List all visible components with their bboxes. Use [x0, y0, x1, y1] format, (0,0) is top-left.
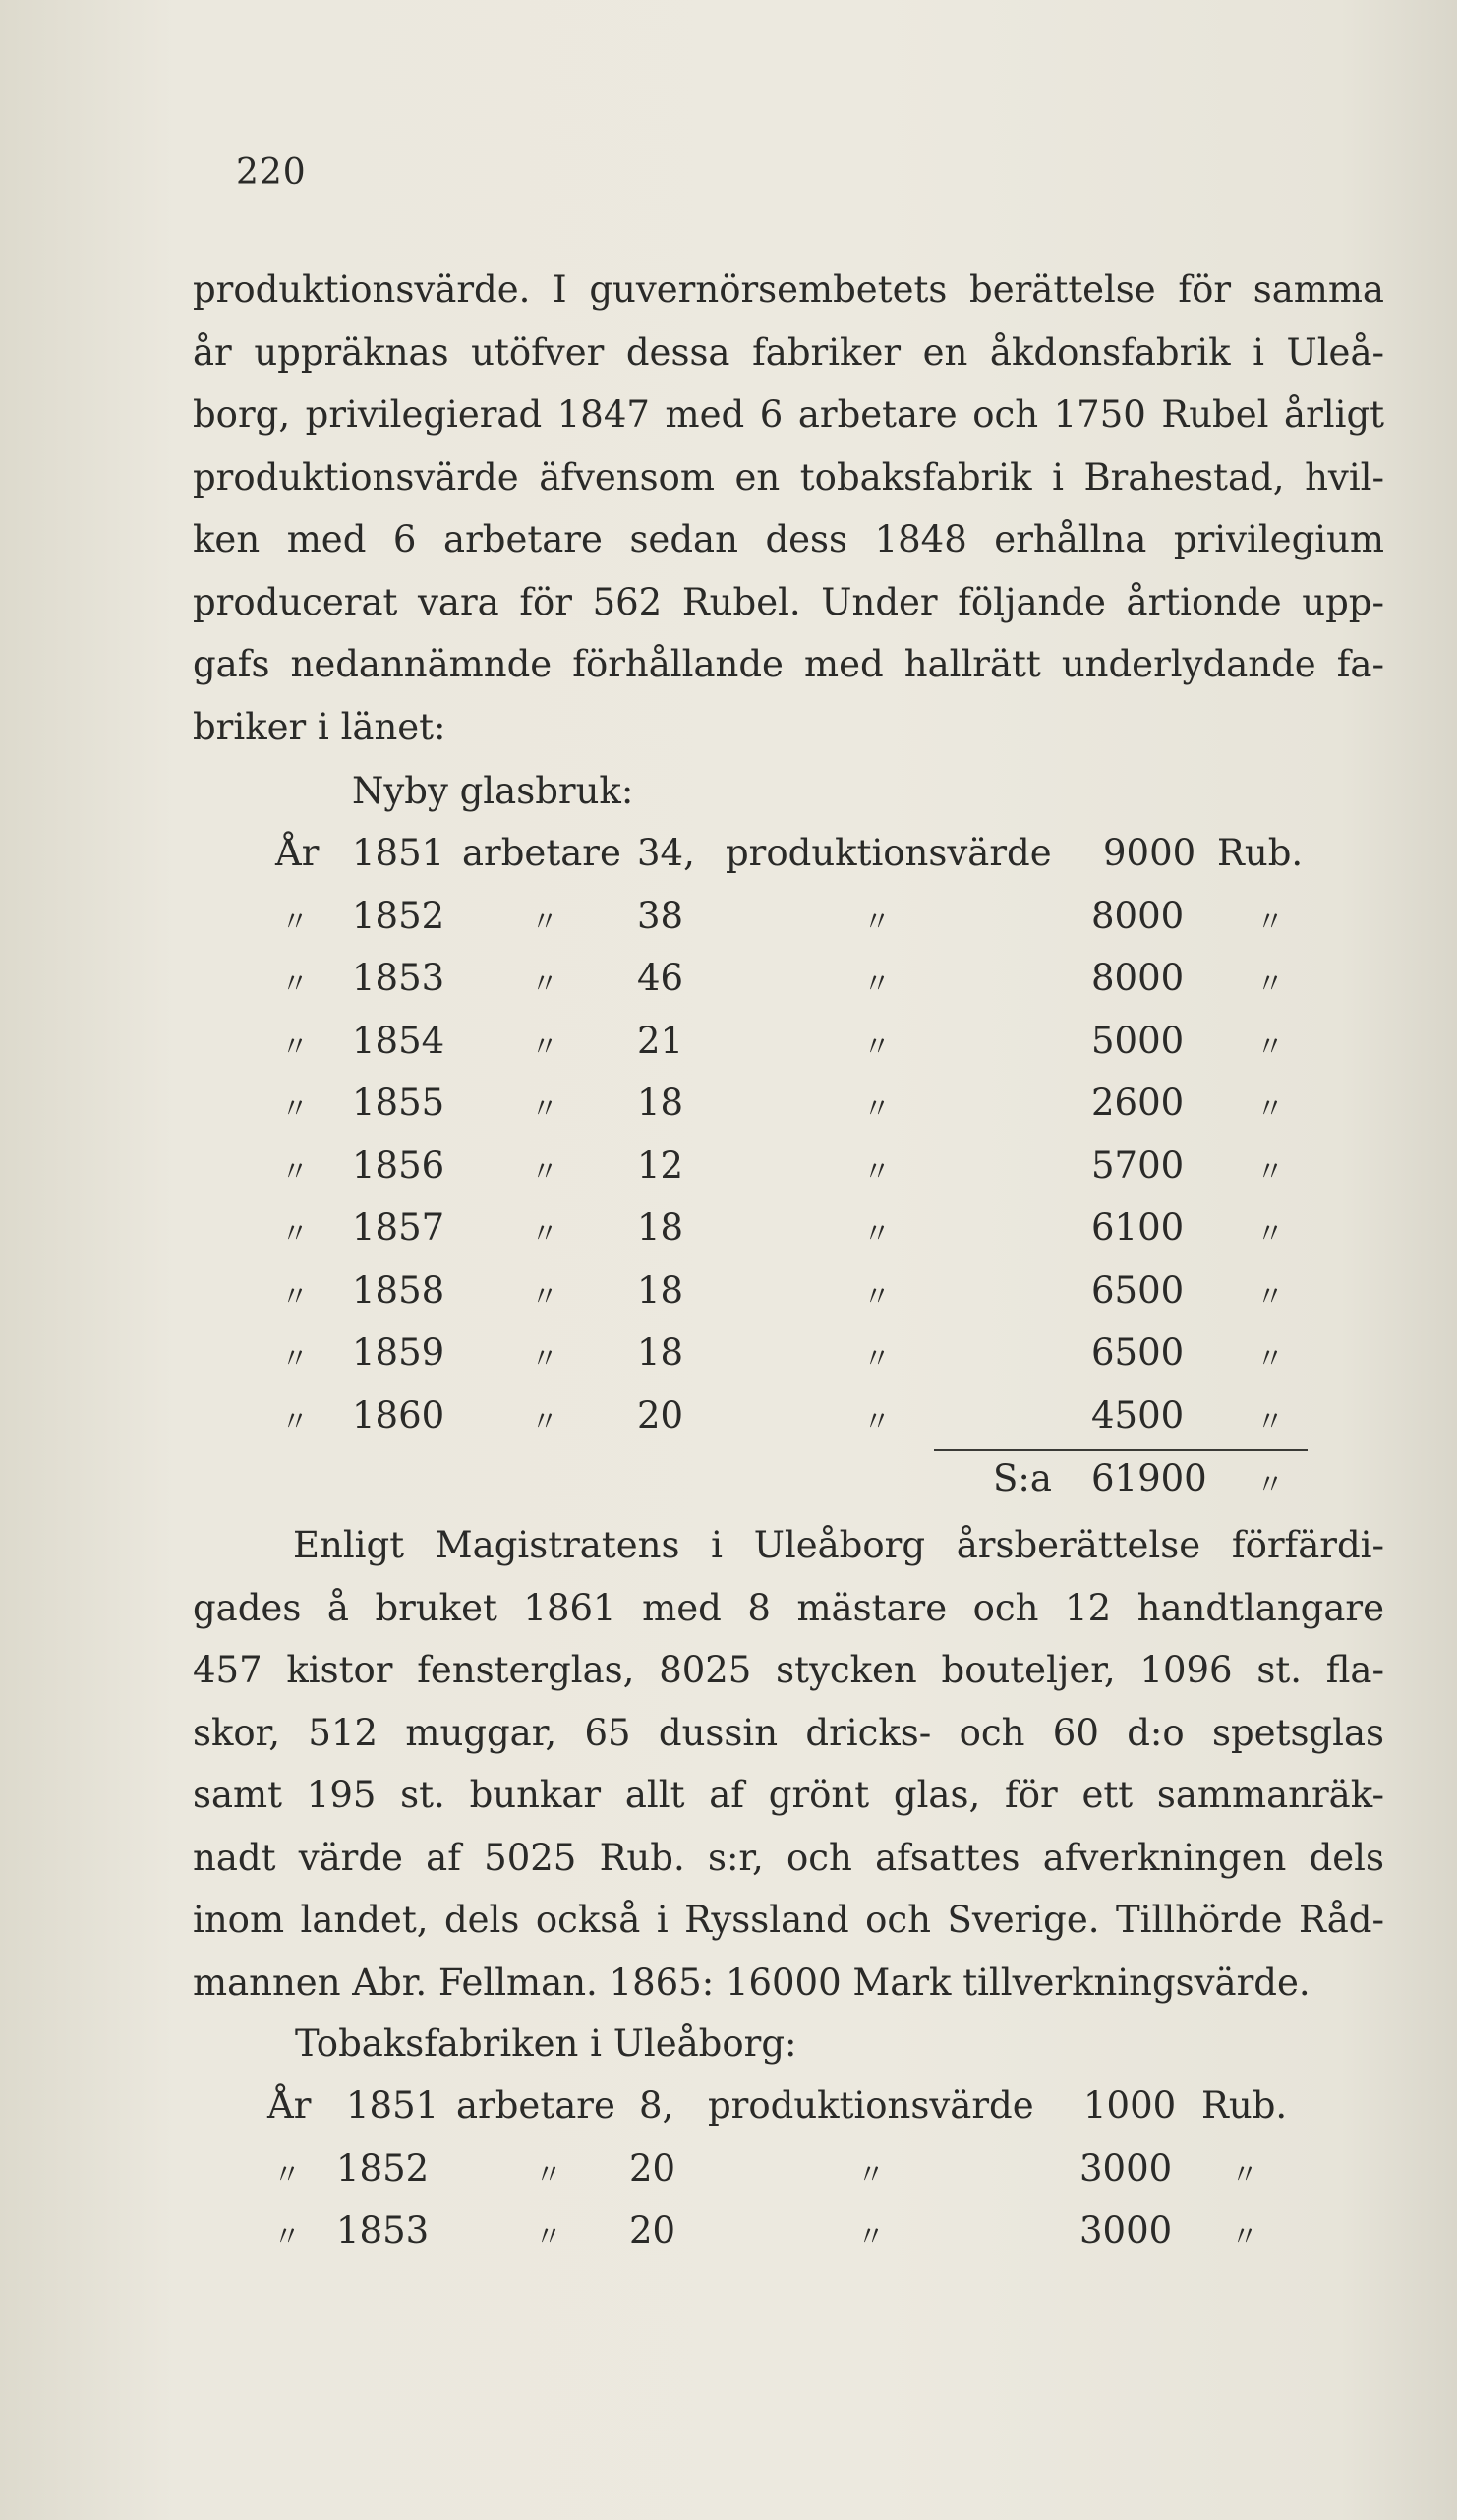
ditto-mark: 〃 — [281, 1217, 310, 1250]
text-line: producerat vara för 562 Rubel. Under följande årtionde upp- — [193, 580, 1384, 623]
value-cell: 2600 — [1091, 1082, 1185, 1124]
text-line: produktionsvärde. I guvernörsembetets berättelse för samma — [193, 268, 1384, 311]
year-cell: 1853 — [336, 2209, 430, 2252]
year-cell: 1851 — [346, 2084, 439, 2127]
ditto-mark: 〃 — [531, 1154, 559, 1188]
year-cell: 1855 — [352, 1082, 445, 1124]
workers-label: arbetare — [462, 832, 621, 874]
value-cell: 6500 — [1091, 1331, 1185, 1374]
ditto-mark: 〃 — [863, 1217, 892, 1250]
value-cell: 3000 — [1079, 2209, 1173, 2252]
text-line: skor, 512 muggar, 65 dussin dricks- och 60 d:o spetsglas — [193, 1711, 1384, 1754]
ditto-mark: 〃 — [1256, 1468, 1285, 1500]
ditto-mark: 〃 — [1256, 1092, 1285, 1125]
text-line: briker i länet: — [193, 705, 446, 748]
text-line: år uppräknas utöfver dessa fabriker en åkdonsfabrik i Uleå- — [193, 330, 1384, 374]
workers-cell: 38 — [637, 894, 684, 937]
workers-cell: 34, — [637, 832, 695, 874]
year-cell: 1860 — [352, 1393, 445, 1436]
ditto-mark: 〃 — [857, 2157, 886, 2191]
value-cell: 5000 — [1091, 1019, 1185, 1062]
ditto-mark: 〃 — [1256, 1154, 1285, 1188]
text-line: gades å bruket 1861 med 8 mästare och 12 handtlangare — [193, 1586, 1384, 1629]
ditto-mark: 〃 — [281, 1029, 310, 1063]
ditto-mark: 〃 — [281, 1404, 310, 1437]
workers-cell: 20 — [637, 1393, 684, 1436]
text-line: samt 195 st. bunkar allt af grönt glas, för ett sammanräk- — [193, 1774, 1384, 1816]
ditto-mark: 〃 — [863, 1342, 892, 1375]
sum-value: 61900 — [1091, 1457, 1207, 1499]
ditto-mark: 〃 — [857, 2220, 886, 2253]
ditto-mark: 〃 — [531, 905, 559, 938]
ditto-mark: 〃 — [1256, 1029, 1285, 1063]
ditto-mark: 〃 — [863, 967, 892, 1000]
workers-cell: 20 — [629, 2146, 676, 2190]
ditto-mark: 〃 — [535, 2220, 563, 2253]
table-tobaksfabriken — [267, 2084, 1339, 2281]
ditto-mark: 〃 — [1256, 905, 1285, 938]
year-cell: 1851 — [352, 832, 445, 874]
workers-cell: 18 — [637, 1331, 684, 1374]
ditto-mark: 〃 — [1256, 1404, 1285, 1437]
value-label: produktionsvärde — [708, 2084, 1034, 2127]
ditto-mark: 〃 — [281, 1154, 310, 1188]
ditto-mark: 〃 — [535, 2157, 563, 2191]
text-line: gafs nedannämnde förhållande med hallrätt underlydande fa- — [193, 643, 1384, 685]
ditto-mark: 〃 — [531, 1217, 559, 1250]
ditto-mark: 〃 — [863, 1404, 892, 1437]
ditto-mark: 〃 — [863, 1279, 892, 1313]
ditto-mark: 〃 — [1256, 1279, 1285, 1313]
text-line: Enligt Magistratens i Uleåborg årsberättelse förfärdi- — [293, 1524, 1384, 1566]
ditto-mark: 〃 — [281, 967, 310, 1000]
workers-cell: 21 — [637, 1019, 684, 1062]
value-cell: 4500 — [1091, 1393, 1185, 1436]
value-cell: 6100 — [1091, 1206, 1185, 1249]
year-cell: 1858 — [352, 1268, 445, 1312]
table-heading-nyby: Nyby glasbruk: — [352, 770, 634, 812]
unit-cell: Rub. — [1201, 2084, 1288, 2127]
workers-cell: 18 — [637, 1268, 684, 1312]
paragraph-intro — [193, 259, 1384, 758]
ditto-mark: 〃 — [273, 2157, 302, 2191]
text-line: 457 kistor fensterglas, 8025 stycken bouteljer, 1096 st. fla- — [193, 1649, 1384, 1691]
ditto-mark: 〃 — [281, 1279, 310, 1313]
workers-label: arbetare — [456, 2084, 615, 2127]
year-prefix: År — [275, 832, 320, 874]
ditto-mark: 〃 — [863, 1154, 892, 1188]
text-line: ken med 6 arbetare sedan dess 1848 erhållna privilegium — [193, 518, 1384, 560]
value-cell: 1000 — [1083, 2084, 1177, 2127]
ditto-mark: 〃 — [531, 1092, 559, 1125]
ditto-mark: 〃 — [281, 905, 310, 938]
ditto-mark: 〃 — [1256, 967, 1285, 1000]
ditto-mark: 〃 — [863, 905, 892, 938]
workers-cell: 46 — [637, 957, 684, 999]
year-cell: 1853 — [352, 957, 445, 999]
workers-cell: 18 — [637, 1082, 684, 1124]
ditto-mark: 〃 — [863, 1092, 892, 1125]
ditto-mark: 〃 — [1231, 2157, 1259, 2191]
value-cell: 5700 — [1091, 1143, 1185, 1187]
workers-cell: 18 — [637, 1206, 684, 1249]
sum-label: S:a — [993, 1457, 1052, 1499]
ditto-mark: 〃 — [1231, 2220, 1259, 2253]
paragraph-magistrate — [193, 1514, 1384, 2014]
workers-cell: 12 — [637, 1143, 684, 1187]
year-cell: 1854 — [352, 1019, 445, 1062]
value-cell: 8000 — [1091, 894, 1185, 937]
text-line: inom landet, dels också i Ryssland och Sverige. Tillhörde Råd- — [193, 1899, 1384, 1941]
ditto-mark: 〃 — [281, 1342, 310, 1375]
text-line: mannen Abr. Fellman. 1865: 16000 Mark tillverkningsvärde. — [193, 1961, 1311, 2004]
page-number: 220 — [236, 152, 307, 193]
ditto-mark: 〃 — [1256, 1342, 1285, 1375]
year-cell: 1857 — [352, 1206, 445, 1249]
unit-cell: Rub. — [1217, 832, 1304, 874]
sum-rule — [934, 1449, 1308, 1451]
workers-cell: 20 — [629, 2209, 676, 2252]
ditto-mark: 〃 — [531, 1404, 559, 1437]
value-cell: 6500 — [1091, 1268, 1185, 1312]
table-nyby-glasbruk — [275, 832, 1337, 1540]
value-cell: 3000 — [1079, 2146, 1173, 2190]
workers-cell: 8, — [639, 2084, 674, 2127]
year-cell: 1852 — [336, 2146, 430, 2190]
ditto-mark: 〃 — [863, 1029, 892, 1063]
ditto-mark: 〃 — [273, 2220, 302, 2253]
ditto-mark: 〃 — [281, 1092, 310, 1125]
year-prefix: År — [267, 2084, 312, 2127]
value-cell: 9000 — [1103, 832, 1196, 874]
text-line: produktionsvärde äfvensom en tobaksfabrik i Brahestad, hvil- — [193, 455, 1384, 498]
year-cell: 1852 — [352, 894, 445, 937]
ditto-mark: 〃 — [531, 1342, 559, 1375]
text-line: nadt värde af 5025 Rub. s:r, och afsattes afverkningen dels — [193, 1836, 1384, 1879]
year-cell: 1859 — [352, 1331, 445, 1374]
value-cell: 8000 — [1091, 957, 1185, 999]
text-line: borg, privilegierad 1847 med 6 arbetare och 1750 Rubel årligt — [193, 393, 1384, 436]
value-label: produktionsvärde — [726, 832, 1052, 874]
ditto-mark: 〃 — [1256, 1217, 1285, 1250]
year-cell: 1856 — [352, 1143, 445, 1187]
ditto-mark: 〃 — [531, 1029, 559, 1063]
ditto-mark: 〃 — [531, 967, 559, 1000]
table-heading-tobak: Tobaksfabriken i Uleåborg: — [295, 2022, 797, 2065]
ditto-mark: 〃 — [531, 1279, 559, 1313]
